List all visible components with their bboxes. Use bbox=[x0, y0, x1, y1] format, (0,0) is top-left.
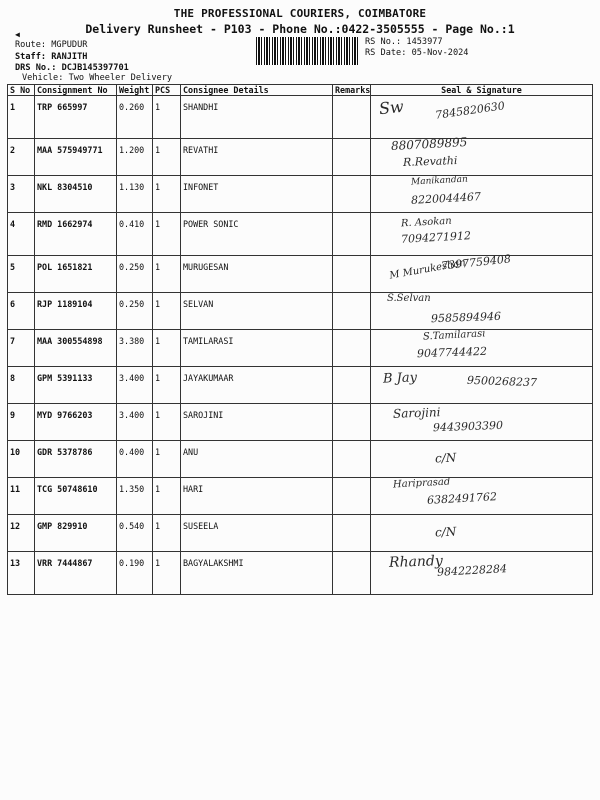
handwritten-signature bbox=[371, 293, 592, 329]
table-row bbox=[8, 213, 593, 256]
sno-cell: 12 bbox=[8, 515, 35, 552]
consignment-cell: GPM 5391133 bbox=[35, 367, 117, 404]
table-row bbox=[8, 367, 593, 404]
consignee-cell: JAYAKUMAAR bbox=[181, 367, 333, 404]
signature-phone: 9443903390 bbox=[432, 418, 504, 435]
weight-cell: 3.380 bbox=[117, 330, 153, 367]
signature-cell[interactable] bbox=[371, 252, 593, 293]
drs-number: DRS No.: DCJB145397701 bbox=[15, 63, 129, 73]
table-row bbox=[8, 515, 593, 552]
route-label: Route: MGPUDUR bbox=[15, 40, 88, 50]
remarks-cell[interactable] bbox=[333, 552, 371, 595]
signature-name: Hariprasad bbox=[392, 476, 451, 491]
sno-cell: 10 bbox=[8, 441, 35, 478]
vehicle-label: Vehicle: Two Wheeler Delivery bbox=[22, 73, 173, 83]
table-row bbox=[8, 330, 593, 367]
handwritten-signature bbox=[371, 330, 592, 366]
signature-name: S.Tamilarasi bbox=[422, 328, 486, 343]
table-row bbox=[8, 441, 593, 478]
handwritten-signature bbox=[371, 96, 592, 138]
col-weight: Weight bbox=[117, 85, 153, 96]
sno-cell: 2 bbox=[8, 139, 35, 176]
table-row bbox=[8, 176, 593, 213]
remarks-cell[interactable] bbox=[333, 515, 371, 552]
weight-cell: 3.400 bbox=[117, 404, 153, 441]
staff-label: Staff: RANJITH bbox=[15, 52, 88, 62]
signature-cell[interactable] bbox=[371, 330, 593, 367]
consignee-cell: TAMILARASI bbox=[181, 330, 333, 367]
remarks-cell[interactable] bbox=[333, 478, 371, 515]
pcs-cell: 1 bbox=[153, 404, 181, 441]
pcs-cell: 1 bbox=[153, 515, 181, 552]
signature-phone: 7397759408 bbox=[440, 252, 512, 273]
remarks-cell[interactable] bbox=[333, 404, 371, 441]
consignment-cell: MAA 300554898 bbox=[35, 330, 117, 367]
signature-cell[interactable] bbox=[371, 96, 593, 139]
signature-phone: 9585894946 bbox=[430, 309, 502, 326]
signature-phone: 7845820630 bbox=[434, 99, 506, 122]
handwritten-signature bbox=[371, 404, 592, 440]
rs-number: RS No.: 1453977 bbox=[365, 37, 443, 47]
sno-cell: 13 bbox=[8, 552, 35, 595]
signature-cell[interactable] bbox=[371, 515, 593, 552]
weight-cell: 3.400 bbox=[117, 367, 153, 404]
weight-cell: 0.250 bbox=[117, 293, 153, 330]
sno-cell: 4 bbox=[8, 213, 35, 256]
consignment-cell: MYD 9766203 bbox=[35, 404, 117, 441]
rs-date: RS Date: 05-Nov-2024 bbox=[365, 48, 469, 58]
signature-cell[interactable] bbox=[371, 135, 593, 176]
remarks-cell[interactable] bbox=[333, 139, 371, 176]
signature-cell[interactable] bbox=[371, 293, 593, 330]
handwritten-signature bbox=[371, 441, 592, 477]
sno-cell: 3 bbox=[8, 176, 35, 213]
remarks-cell[interactable] bbox=[333, 293, 371, 330]
signature-phone: 7094271912 bbox=[400, 229, 472, 246]
col-pcs: PCS bbox=[153, 85, 181, 96]
remarks-cell[interactable] bbox=[333, 213, 371, 256]
consignment-cell: GMP 829910 bbox=[35, 515, 117, 552]
consignee-cell: SUSEELA bbox=[181, 515, 333, 552]
pcs-cell: 1 bbox=[153, 176, 181, 213]
weight-cell: 0.250 bbox=[117, 256, 153, 293]
handwritten-signature bbox=[371, 213, 592, 255]
signature-cell[interactable] bbox=[371, 478, 593, 515]
table-row bbox=[8, 96, 593, 139]
signature-name: Sarojini bbox=[392, 405, 441, 421]
handwritten-signature bbox=[371, 252, 592, 292]
signature-name: c/N bbox=[434, 524, 457, 540]
consignment-cell: VRR 7444867 bbox=[35, 552, 117, 595]
consignment-cell: TCG 50748610 bbox=[35, 478, 117, 515]
consignee-cell: SAROJINI bbox=[181, 404, 333, 441]
consignee-cell: POWER SONIC bbox=[181, 213, 333, 256]
remarks-cell[interactable] bbox=[333, 330, 371, 367]
weight-cell: 0.540 bbox=[117, 515, 153, 552]
remarks-cell[interactable] bbox=[333, 96, 371, 139]
remarks-cell[interactable] bbox=[333, 256, 371, 293]
runsheet-subtitle: Delivery Runsheet - P103 - Phone No.:0422-3505555 - Page No.:1 bbox=[85, 22, 515, 36]
consignee-cell: MURUGESAN bbox=[181, 256, 333, 293]
remarks-cell[interactable] bbox=[333, 176, 371, 213]
handwritten-signature bbox=[371, 552, 592, 594]
col-consignee: Consignee Details bbox=[181, 85, 333, 96]
sno-cell: 9 bbox=[8, 404, 35, 441]
signature-phone: R.Revathi bbox=[402, 154, 458, 169]
weight-cell: 0.400 bbox=[117, 441, 153, 478]
arrow-icon: ◀ bbox=[15, 30, 20, 39]
pcs-cell: 1 bbox=[153, 213, 181, 256]
col-consignment: Consignment No bbox=[35, 85, 117, 96]
weight-cell: 0.190 bbox=[117, 552, 153, 595]
sno-cell: 1 bbox=[8, 96, 35, 139]
pcs-cell: 1 bbox=[153, 478, 181, 515]
consignee-cell: INFONET bbox=[181, 176, 333, 213]
pcs-cell: 1 bbox=[153, 96, 181, 139]
consignee-cell: REVATHI bbox=[181, 139, 333, 176]
signature-cell[interactable] bbox=[371, 176, 593, 213]
pcs-cell: 1 bbox=[153, 441, 181, 478]
sno-cell: 11 bbox=[8, 478, 35, 515]
signature-name: R. Asokan bbox=[400, 215, 452, 230]
signature-cell[interactable] bbox=[371, 441, 593, 478]
table-row bbox=[8, 256, 593, 293]
handwritten-signature bbox=[371, 478, 592, 514]
weight-cell: 0.260 bbox=[117, 96, 153, 139]
signature-name: Sw bbox=[378, 96, 405, 119]
signature-phone: 6382491762 bbox=[426, 490, 498, 507]
pcs-cell: 1 bbox=[153, 330, 181, 367]
pcs-cell: 1 bbox=[153, 552, 181, 595]
weight-cell: 0.410 bbox=[117, 213, 153, 256]
weight-cell: 1.200 bbox=[117, 139, 153, 176]
consignee-cell: HARI bbox=[181, 478, 333, 515]
signature-phone: 9842228284 bbox=[436, 562, 508, 579]
barcode-icon bbox=[256, 37, 359, 65]
signature-name: c/N bbox=[434, 450, 457, 466]
table-header-row bbox=[8, 85, 593, 96]
table-row bbox=[8, 552, 593, 595]
consignee-cell: ANU bbox=[181, 441, 333, 478]
col-sno: S No bbox=[8, 85, 35, 96]
pcs-cell: 1 bbox=[153, 293, 181, 330]
handwritten-signature bbox=[371, 515, 592, 551]
consignment-cell: MAA 575949771 bbox=[35, 139, 117, 176]
handwritten-signature bbox=[371, 135, 592, 175]
handwritten-signature bbox=[371, 367, 592, 403]
pcs-cell: 1 bbox=[153, 256, 181, 293]
consignee-cell: SELVAN bbox=[181, 293, 333, 330]
company-title: THE PROFESSIONAL COURIERS, COIMBATORE bbox=[173, 7, 427, 20]
weight-cell: 1.130 bbox=[117, 176, 153, 213]
remarks-cell[interactable] bbox=[333, 367, 371, 404]
signature-name: Manikandan bbox=[410, 174, 469, 188]
signature-phone: 8220044467 bbox=[410, 190, 482, 207]
sno-cell: 6 bbox=[8, 293, 35, 330]
runsheet-table bbox=[7, 84, 593, 595]
sno-cell: 8 bbox=[8, 367, 35, 404]
col-remarks: Remarks bbox=[333, 85, 371, 96]
signature-name: B Jay bbox=[382, 370, 418, 387]
consignment-cell: NKL 8304510 bbox=[35, 176, 117, 213]
signature-cell[interactable] bbox=[371, 213, 593, 256]
table-row bbox=[8, 139, 593, 176]
sno-cell: 5 bbox=[8, 256, 35, 293]
consignee-cell: SHANDHI bbox=[181, 96, 333, 139]
pcs-cell: 1 bbox=[153, 139, 181, 176]
consignment-cell: TRP 665997 bbox=[35, 96, 117, 139]
remarks-cell[interactable] bbox=[333, 441, 371, 478]
weight-cell: 1.350 bbox=[117, 478, 153, 515]
signature-name: M Murukeshan bbox=[388, 257, 467, 282]
signature-phone: 9047744422 bbox=[416, 344, 488, 361]
consignment-cell: GDR 5378786 bbox=[35, 441, 117, 478]
signature-name: S.Selvan bbox=[387, 293, 431, 304]
consignment-cell: RMD 1662974 bbox=[35, 213, 117, 256]
consignment-cell: RJP 1189104 bbox=[35, 293, 117, 330]
col-signature: Seal & Signature bbox=[371, 85, 593, 96]
consignment-cell: POL 1651821 bbox=[35, 256, 117, 293]
table-row bbox=[8, 404, 593, 441]
consignee-cell: BAGYALAKSHMI bbox=[181, 552, 333, 595]
sno-cell: 7 bbox=[8, 330, 35, 367]
table-row bbox=[8, 293, 593, 330]
signature-cell[interactable] bbox=[371, 404, 593, 441]
signature-cell[interactable] bbox=[371, 552, 593, 595]
table-row bbox=[8, 478, 593, 515]
pcs-cell: 1 bbox=[153, 367, 181, 404]
signature-phone: 9500268237 bbox=[466, 373, 538, 390]
signature-name: 8807089895 bbox=[390, 135, 468, 153]
handwritten-signature bbox=[371, 176, 592, 212]
signature-cell[interactable] bbox=[371, 367, 593, 404]
signature-name: Rhandy bbox=[388, 553, 444, 571]
